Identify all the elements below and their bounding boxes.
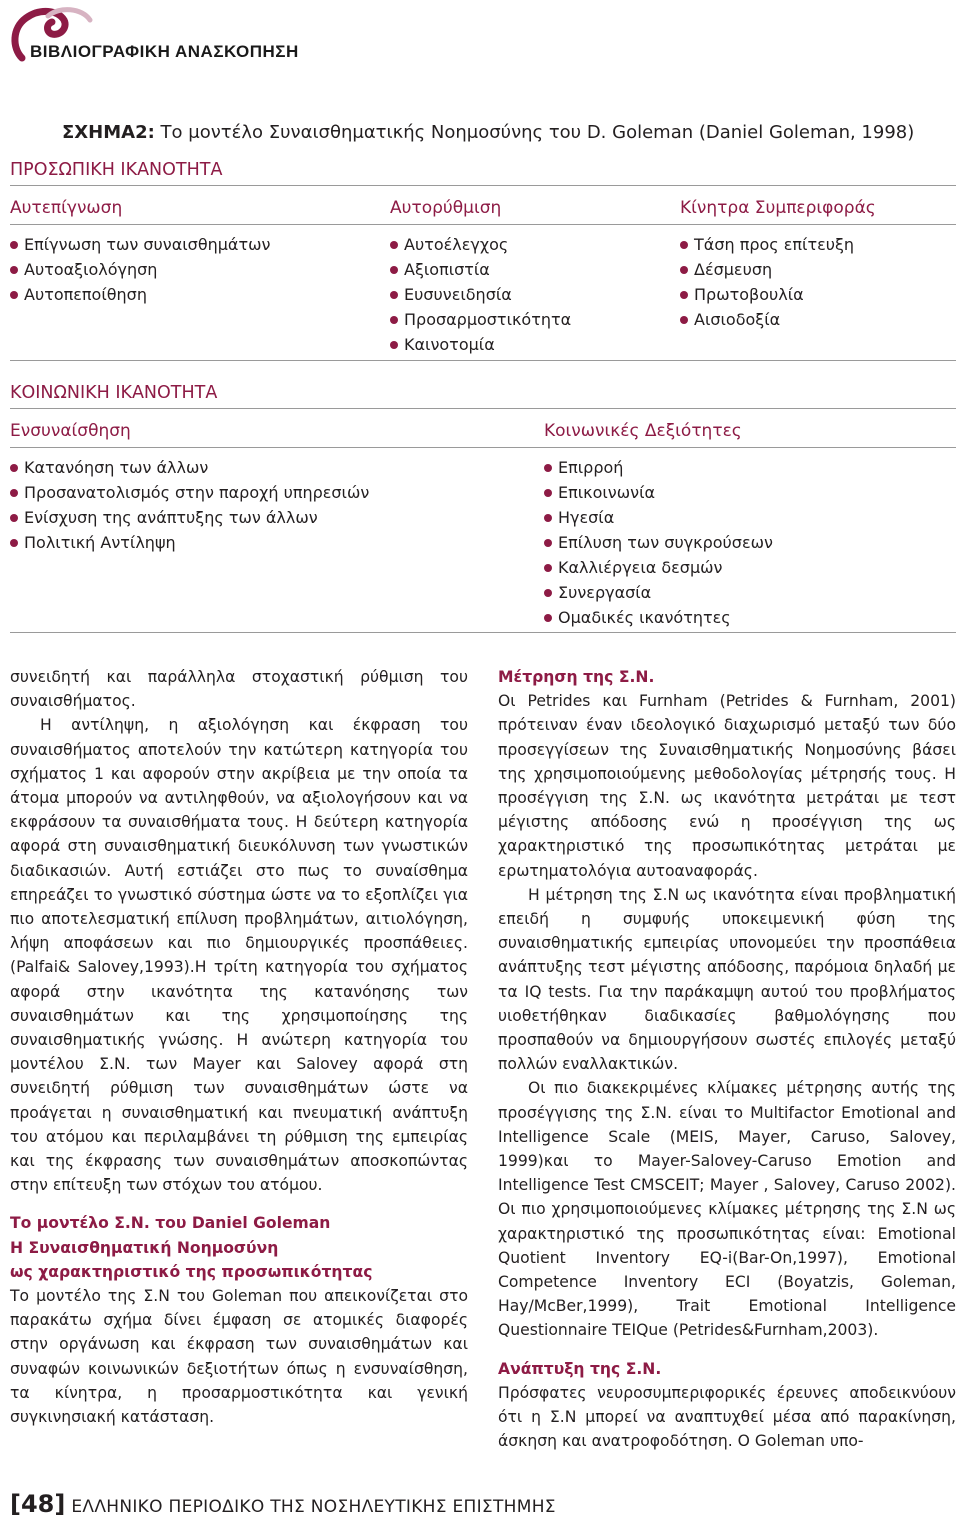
self-regulation-list [390,232,571,357]
paragraph: Οι Petrides και Furnham (Petrides & Furnham, 2001) πρότειναν έναν ιδεολογικό διαχωρισμό μεταξύ των δύο προσεγγίσεων της Συναισθηματικής Νοημοσύνης βάσει της χρησιμοποιούμενης μεθοδολογίας μέτρησής τους. Η προσέγγιση της Σ.Ν. ως ικανότητα μετράται με τεστ μέγιστης απόδοσης ενώ η προσέγγιση της ως χαρακτηριστικό της προσωπικότητας μετράται με ερωτηματολόγια αυτοαναφοράς. [498,692,956,880]
paragraph: Η μέτρηση της Σ.Ν ως ικανότητα είναι προβληματική επειδή η συμφυής υποκειμενική φύση της συναισθηματικής εμπειρίας υπονομεύει την προσπάθεια ανάπτυξης τεστ μέγιστης απόδοσης, παρόμοια δηλαδή με τα IQ tests. Για την παράκαμψη αυτού του προβλήματος υιοθετήθηκαν διαδικασίες βαθμολόγησης που προσπαθούν να δημιουργήσουν σωστές επιλογές μεταξύ πολλών εναλλακτικών. [498,885,956,1074]
bullet-icon [544,614,552,622]
column-heading-self-regulation: Αυτορύθμιση [390,198,502,218]
divider [10,632,956,633]
column-heading-empathy: Ενσυναίσθηση [10,421,131,441]
page-footer [10,1490,556,1518]
bullet-icon [10,291,18,299]
bullet-icon [10,241,18,249]
bullet-icon [544,539,552,547]
bullet-icon [544,564,552,572]
paragraph: Πρόσφατες νευροσυμπεριφορικές έρευνες αποδεικνύουν ότι η Σ.Ν μπορεί να αναπτυχθεί μέσα από παρακίνηση, άσκηση και ανατροφοδότηση. Ο Goleman υπο- [498,1383,956,1451]
section-title: ΒΙΒΛΙΟΓΡΑΦΙΚΗ ΑΝΑΣΚΟΠΗΣΗ [30,42,299,61]
bullet-icon [10,539,18,547]
list-item: Αυτοέλεγχος [390,232,571,257]
social-competence-title: ΚΟΙΝΩΝΙΚΗ ΙΚΑΝΟΤΗΤΑ [10,383,218,403]
list-item: Δέσμευση [680,257,854,282]
list-item: Αυτοαξιολόγηση [10,257,270,282]
bullet-icon [390,341,398,349]
list-item: Αισιοδοξία [680,307,854,332]
bullet-icon [680,241,688,249]
list-item: Πολιτική Αντίληψη [10,530,369,555]
divider [10,447,956,448]
divider [10,185,956,186]
bullet-icon [544,589,552,597]
bullet-icon [544,489,552,497]
list-item: Επίγνωση των συναισθημάτων [10,232,270,257]
bullet-icon [544,514,552,522]
paragraph: συνειδητή και παράλληλα στοχαστική ρύθμιση του συναισθήματος. [10,668,468,711]
bullet-icon [680,291,688,299]
journal-title: ΕΛΛΗΝΙΚΟ ΠΕΡΙΟΔΙΚΟ ΤΗΣ ΝΟΣΗΛΕΥΤΙΚΗΣ ΕΠΙΣΤΗΜΗΣ [71,1497,556,1517]
list-item: Επίλυση των συγκρούσεων [544,530,773,555]
list-item: Καλλιέργεια δεσμών [544,555,773,580]
figure-caption [62,122,914,143]
left-text-column [10,665,468,1429]
list-item: Πρωτοβουλία [680,282,854,307]
right-text-column [498,665,956,1454]
list-item: Ομαδικές ικανότητες [544,605,773,630]
bullet-icon [390,266,398,274]
column-heading-social-skills: Κοινωνικές Δεξιότητες [544,421,742,441]
bullet-icon [10,266,18,274]
list-item: Ενίσχυση της ανάπτυξης των άλλων [10,505,369,530]
list-item: Συνεργασία [544,580,773,605]
section-heading: Μέτρηση της Σ.Ν. [498,668,655,686]
divider [10,408,956,409]
paragraph: Οι πιο διακεκριμένες κλίμακες μέτρησης αυτής της προσέγγισης της Σ.Ν. είναι το Multifactor Emotional and Intelligence Scale (MEIS, Mayer, Caruso, Salovey, 1999)και το Mayer-Salovey-Caruso Emotion and Intelligence Test CMSCEIT; Mayer , Salovey, Caruso 2002). Οι πιο χρησιμοποιούμενες κλίμακες μέτρησης της Σ.Ν ως χαρακτηριστικό της προσωπικότητας είναι: Emotional Quotient Inventory EQ-i(Bar-On,1997), Emotional Competence Inventory ECI (Boyatzis, Goleman, Hay/McBer,1999), Trait Emotional Intelligence Questionnaire TEIQue (Petrides&Furnham,2003). [498,1079,956,1340]
divider [10,224,956,225]
bullet-icon [10,464,18,472]
empathy-list [10,455,369,555]
list-item: Καινοτομία [390,332,571,357]
bullet-icon [680,266,688,274]
paragraph: Η αντίληψη, η αξιολόγηση και έκφραση του συναισθήματος αποτελούν την κατώτερη κατηγορία του σχήματος 1 και αφορούν στην ακρίβεια με την οποία τα άτομα μπορούν να αντιληφθούν, να αξιολογήσουν και να εκφράσουν τα συναισθήματα τους. Η δεύτερη κατηγορία αφορά στη συναισθηματική διευκόλυνση των γνωστικών διαδικασιών. Αυτή εστιάζει στο πως το συναίσθημα επηρεάζει το γνωστικό σύστημα ώστε να το εξοπλίζει για πιο αποτελεσματική επίλυση προβλημάτων, αιτιολόγηση, λήψη αποφάσεων και πιο δημιουργικές προσπάθειες. (Palfai& Salovey,1993).Η τρίτη κατηγορία του σχήματος αφορά στην ικανότητα της κατανόησης των συναισθημάτων και της χρησιμοποίησης της συναισθηματικής γνώσης. Η ανώτερη κατηγορία του μοντέλου Σ.Ν. των Mayer και Salovey αφορά στη συνειδητή ρύθμιση των συναισθημάτων ώστε να προάγεται η συναισθηματική και πνευματική ανάπτυξη του ατόμου και περιλαμβάνει τη ρύθμιση της εμπειρίας και της έκφρασης των συναισθημάτων αποσκοπώντας στην επίτευξη των στόχων του ατόμου. [10,716,468,1195]
list-item: Αξιοπιστία [390,257,571,282]
column-heading-motivation: Κίνητρα Συμπεριφοράς [680,198,876,218]
personal-competence-title: ΠΡΟΣΩΠΙΚΗ ΙΚΑΝΟΤΗΤΑ [10,160,223,180]
bullet-icon [10,514,18,522]
list-item: Επιρροή [544,455,773,480]
section-heading: Η Συναισθηματική Νοημοσύνη [10,1238,279,1257]
list-item: Ευσυνειδησία [390,282,571,307]
figure-caption-label: ΣΧΗΜΑ2: [62,122,155,143]
page-number: [48] [10,1490,66,1518]
bullet-icon [390,291,398,299]
social-skills-list [544,455,773,630]
bullet-icon [390,316,398,324]
list-item: Αυτοπεποίθηση [10,282,270,307]
list-item: Κατανόηση των άλλων [10,455,369,480]
list-item: Τάση προς επίτευξη [680,232,854,257]
motivation-list [680,232,854,332]
section-heading: Ανάπτυξη της Σ.Ν. [498,1359,662,1378]
section-heading: ως χαρακτηριστικό της προσωπικότητας [10,1262,373,1281]
list-item: Προσαρμοστικότητα [390,307,571,332]
list-item: Ηγεσία [544,505,773,530]
list-item: Επικοινωνία [544,480,773,505]
figure-caption-text: Το μοντέλο Συναισθηματικής Νοημοσύνης του D. Goleman (Daniel Goleman, 1998) [154,122,915,143]
bullet-icon [10,489,18,497]
self-awareness-list [10,232,270,307]
section-heading: Το μοντέλο Σ.Ν. του Daniel Goleman [10,1214,331,1233]
bullet-icon [544,464,552,472]
divider [10,360,956,361]
column-heading-self-awareness: Αυτεπίγνωση [10,198,123,218]
bullet-icon [680,316,688,324]
paragraph: Το μοντέλο της Σ.Ν του Goleman που απεικονίζεται στο παρακάτω σχήμα δίνει έμφαση σε ατομικές διαφορές στην οργάνωση και έκφραση των συναισθημάτων και συναφών κοινωνικών δεξιοτήτων όπως η ενσυναίσθηση, τα κίνητρα, η προσαρμοστικότητα και γενική συγκινησιακή κατάσταση. [10,1287,468,1427]
bullet-icon [390,241,398,249]
list-item: Προσανατολισμός στην παροχή υπηρεσιών [10,480,369,505]
